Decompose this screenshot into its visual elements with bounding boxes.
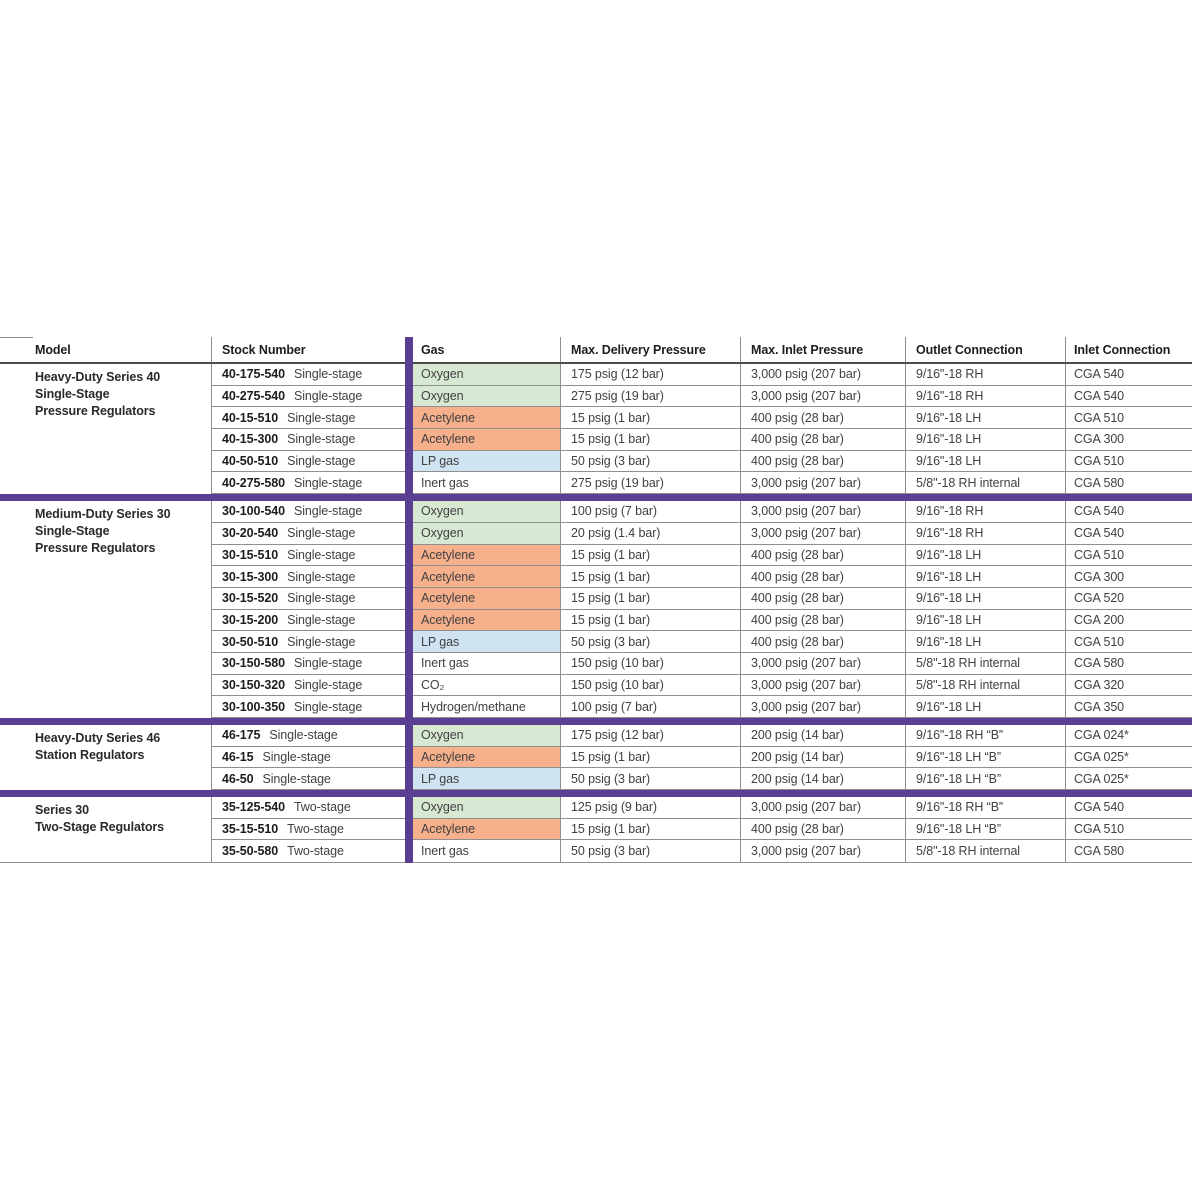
- table-row: [212, 797, 1192, 819]
- gas-cell: Acetylene: [413, 588, 560, 609]
- max-delivery-pressure-cell: 50 psig (3 bar): [560, 451, 740, 472]
- model-name-line: Pressure Regulators: [35, 404, 156, 418]
- max-inlet-pressure-cell: 3,000 psig (207 bar): [740, 364, 905, 385]
- gas-cell: Oxygen: [413, 725, 560, 746]
- gas-cell: Acetylene: [413, 429, 560, 450]
- gas-cell: Acetylene: [413, 407, 560, 428]
- gas-cell: Inert gas: [413, 840, 560, 862]
- gas-cell: Hydrogen/methane: [413, 696, 560, 717]
- stock-number: 46-50: [222, 771, 254, 786]
- gas-cell: Inert gas: [413, 653, 560, 674]
- stock-number: 40-15-510: [222, 410, 279, 425]
- gas-cell: Acetylene: [413, 545, 560, 566]
- stage-label: Single-stage: [287, 432, 356, 447]
- model-name-line: Heavy-Duty Series 40: [35, 370, 161, 384]
- max-delivery-pressure-cell: 175 psig (12 bar): [560, 364, 740, 385]
- outlet-connection-cell: 9/16"-18 RH “B”: [905, 725, 1065, 746]
- stage-label: Single-stage: [293, 504, 363, 519]
- table-row: [212, 631, 1192, 653]
- stock-number: 30-15-300: [222, 569, 279, 584]
- max-delivery-pressure-cell: 15 psig (1 bar): [560, 429, 740, 450]
- outlet-connection-cell: 9/16"-18 LH: [905, 545, 1065, 566]
- inlet-connection-cell: CGA 025*: [1065, 768, 1188, 789]
- table-row: [212, 407, 1192, 429]
- stock-cell: [212, 653, 405, 674]
- stage-label: Single-stage: [287, 454, 356, 469]
- max-inlet-pressure-cell: 200 psig (14 bar): [740, 725, 905, 746]
- max-delivery-pressure-cell: 50 psig (3 bar): [560, 631, 740, 652]
- stage-label: Single-stage: [287, 569, 356, 584]
- outlet-connection-cell: 9/16"-18 LH: [905, 588, 1065, 609]
- section-rows: [212, 725, 1192, 790]
- stock-cell: [212, 545, 405, 566]
- stock-cell: [212, 566, 405, 587]
- stage-label: Two-stage: [287, 844, 344, 859]
- stock-cell: [212, 725, 405, 746]
- max-delivery-pressure-cell: 125 psig (9 bar): [560, 797, 740, 818]
- stock-number: 46-15: [222, 750, 254, 765]
- max-delivery-pressure-cell: 15 psig (1 bar): [560, 545, 740, 566]
- outlet-connection-cell: 9/16"-18 RH: [905, 364, 1065, 385]
- max-delivery-pressure-cell: 275 psig (19 bar): [560, 386, 740, 407]
- inlet-connection-cell: CGA 300: [1065, 429, 1188, 450]
- max-inlet-pressure-cell: 3,000 psig (207 bar): [740, 840, 905, 862]
- stock-number: 40-50-510: [222, 454, 279, 469]
- stage-label: Single-stage: [293, 699, 363, 714]
- max-delivery-pressure-cell: 150 psig (10 bar): [560, 653, 740, 674]
- section-divider: [0, 790, 1192, 797]
- model-name-line: Pressure Regulators: [35, 541, 156, 556]
- max-inlet-pressure-cell: 400 psig (28 bar): [740, 819, 905, 840]
- table-section-3: [0, 797, 1192, 862]
- stock-cell: [212, 472, 405, 493]
- gas-cell: Acetylene: [413, 610, 560, 631]
- inlet-connection-cell: CGA 510: [1065, 819, 1188, 840]
- section-rows: [212, 364, 1192, 494]
- max-inlet-pressure-cell: 400 psig (28 bar): [740, 451, 905, 472]
- gas-cell: LP gas: [413, 631, 560, 652]
- stage-label: Single-stage: [287, 547, 356, 562]
- outlet-connection-cell: 5/8"-18 RH internal: [905, 840, 1065, 862]
- outlet-connection-cell: 9/16"-18 RH: [905, 523, 1065, 544]
- gas-cell: Acetylene: [413, 566, 560, 587]
- stage-label: Single-stage: [293, 389, 363, 404]
- gas-cell: Inert gas: [413, 472, 560, 493]
- max-delivery-pressure-cell: 50 psig (3 bar): [560, 840, 740, 862]
- max-inlet-pressure-cell: 3,000 psig (207 bar): [740, 472, 905, 493]
- section-divider: [0, 494, 1192, 501]
- inlet-connection-cell: CGA 580: [1065, 653, 1188, 674]
- max-inlet-pressure-cell: 400 psig (28 bar): [740, 588, 905, 609]
- stock-number: 30-15-200: [222, 612, 279, 627]
- stock-cell: [212, 675, 405, 696]
- max-delivery-pressure-cell: 175 psig (12 bar): [560, 725, 740, 746]
- stock-cell: [212, 386, 405, 407]
- inlet-connection-cell: CGA 520: [1065, 588, 1188, 609]
- inlet-connection-cell: CGA 540: [1065, 386, 1188, 407]
- table-bottom-edge: [0, 862, 1192, 863]
- max-delivery-pressure-cell: 275 psig (19 bar): [560, 472, 740, 493]
- column-header-inlet-connection: Inlet Connection: [1065, 337, 1188, 362]
- table-row: [212, 472, 1192, 494]
- section-rows: [212, 797, 1192, 862]
- stock-cell: [212, 523, 405, 544]
- table-row: [212, 588, 1192, 610]
- table-row: [212, 675, 1192, 697]
- max-inlet-pressure-cell: 400 psig (28 bar): [740, 566, 905, 587]
- model-cell: [0, 364, 212, 494]
- stock-cell: [212, 747, 405, 768]
- inlet-connection-cell: CGA 540: [1065, 364, 1188, 385]
- column-header-outlet-connection: Outlet Connection: [905, 337, 1065, 362]
- max-delivery-pressure-cell: 15 psig (1 bar): [560, 610, 740, 631]
- table-row: [212, 696, 1192, 718]
- stock-cell: [212, 588, 405, 609]
- outlet-connection-cell: 9/16"-18 LH “B”: [905, 819, 1065, 840]
- stock-cell: [212, 840, 405, 862]
- stock-cell: [212, 364, 405, 385]
- outlet-connection-cell: 5/8"-18 RH internal: [905, 472, 1065, 493]
- max-delivery-pressure-cell: 150 psig (10 bar): [560, 675, 740, 696]
- max-delivery-pressure-cell: 15 psig (1 bar): [560, 588, 740, 609]
- inlet-connection-cell: CGA 300: [1065, 566, 1188, 587]
- max-inlet-pressure-cell: 200 psig (14 bar): [740, 768, 905, 789]
- column-header-gas: Gas: [421, 342, 445, 357]
- outlet-connection-cell: 5/8"-18 RH internal: [905, 653, 1065, 674]
- stock-cell: [212, 501, 405, 522]
- inlet-connection-cell: CGA 350: [1065, 696, 1188, 717]
- model-name-line: Series 30: [35, 803, 90, 818]
- max-inlet-pressure-cell: 400 psig (28 bar): [740, 407, 905, 428]
- stage-label: Single-stage: [293, 475, 363, 490]
- gas-column-accent-bar: [405, 337, 413, 863]
- stage-label: Single-stage: [293, 677, 363, 692]
- stage-label: Single-stage: [269, 728, 338, 743]
- max-inlet-pressure-cell: 3,000 psig (207 bar): [740, 653, 905, 674]
- max-delivery-pressure-cell: 100 psig (7 bar): [560, 696, 740, 717]
- stage-label: Single-stage: [287, 410, 356, 425]
- inlet-connection-cell: CGA 025*: [1065, 747, 1188, 768]
- max-inlet-pressure-cell: 200 psig (14 bar): [740, 747, 905, 768]
- inlet-connection-cell: CGA 200: [1065, 610, 1188, 631]
- stock-number: 35-15-510: [222, 822, 279, 837]
- table-header-row: [0, 337, 1192, 364]
- max-delivery-pressure-cell: 15 psig (1 bar): [560, 819, 740, 840]
- stage-label: Single-stage: [287, 526, 356, 541]
- max-inlet-pressure-cell: 3,000 psig (207 bar): [740, 797, 905, 818]
- column-header-stock-number: Stock Number: [222, 342, 306, 357]
- gas-cell: Oxygen: [413, 364, 560, 385]
- section-divider: [0, 718, 1192, 725]
- stage-label: Two-stage: [293, 800, 351, 815]
- stock-cell: [212, 768, 405, 789]
- model-name-line: Single-Stage: [35, 524, 110, 539]
- table-section-0: [0, 364, 1192, 494]
- stage-label: Single-stage: [262, 771, 331, 786]
- max-inlet-pressure-cell: 3,000 psig (207 bar): [740, 523, 905, 544]
- stock-cell: [212, 407, 405, 428]
- stage-label: Single-stage: [293, 367, 363, 382]
- model-name-line: Heavy-Duty Series 46: [35, 731, 161, 745]
- inlet-connection-cell: CGA 540: [1065, 523, 1188, 544]
- stock-number: 30-15-510: [222, 547, 279, 562]
- outlet-connection-cell: 9/16"-18 LH: [905, 429, 1065, 450]
- stock-cell: [212, 451, 405, 472]
- inlet-connection-cell: CGA 510: [1065, 631, 1188, 652]
- max-delivery-pressure-cell: 50 psig (3 bar): [560, 768, 740, 789]
- outlet-connection-cell: 9/16"-18 LH: [905, 696, 1065, 717]
- max-inlet-pressure-cell: 3,000 psig (207 bar): [740, 386, 905, 407]
- stock-cell: [212, 631, 405, 652]
- stock-number: 30-15-520: [222, 591, 279, 606]
- outlet-connection-cell: 9/16"-18 RH: [905, 386, 1065, 407]
- gas-cell: Acetylene: [413, 747, 560, 768]
- column-header-max-delivery-pressure: Max. Delivery Pressure: [560, 337, 740, 362]
- gas-cell: Acetylene: [413, 819, 560, 840]
- outlet-connection-cell: 9/16"-18 LH: [905, 566, 1065, 587]
- stage-label: Single-stage: [293, 656, 363, 671]
- table-row: [212, 386, 1192, 408]
- stock-cell: [212, 819, 405, 840]
- stage-label: Single-stage: [262, 750, 331, 765]
- gas-cell: LP gas: [413, 451, 560, 472]
- outlet-connection-cell: 9/16"-18 RH “B”: [905, 797, 1065, 818]
- column-header-max-inlet-pressure: Max. Inlet Pressure: [740, 337, 905, 362]
- gas-cell: Oxygen: [413, 523, 560, 544]
- model-name-line: Medium-Duty Series 30: [35, 507, 171, 522]
- gas-cell: LP gas: [413, 768, 560, 789]
- regulator-spec-table: [0, 337, 1192, 863]
- table-row: [212, 725, 1192, 747]
- gas-cell: Oxygen: [413, 797, 560, 818]
- stock-number: 40-15-300: [222, 432, 279, 447]
- max-inlet-pressure-cell: 3,000 psig (207 bar): [740, 501, 905, 522]
- stage-label: Two-stage: [287, 822, 344, 837]
- stock-number: 30-150-320: [222, 677, 285, 692]
- stock-number: 30-100-350: [222, 699, 285, 714]
- table-body: [0, 364, 1192, 862]
- table-row: [212, 840, 1192, 862]
- stock-number: 40-275-540: [222, 389, 285, 404]
- table-row: [212, 566, 1192, 588]
- outlet-connection-cell: 9/16"-18 LH “B”: [905, 747, 1065, 768]
- max-delivery-pressure-cell: 15 psig (1 bar): [560, 407, 740, 428]
- outlet-connection-cell: 9/16"-18 LH: [905, 610, 1065, 631]
- column-header-model: Model: [0, 337, 212, 362]
- inlet-connection-cell: CGA 510: [1065, 545, 1188, 566]
- model-name-line: Two-Stage Regulators: [35, 820, 165, 835]
- stage-label: Single-stage: [287, 634, 356, 649]
- stock-cell: [212, 696, 405, 717]
- inlet-connection-cell: CGA 510: [1065, 407, 1188, 428]
- inlet-connection-cell: CGA 540: [1065, 501, 1188, 522]
- outlet-connection-cell: 9/16"-18 LH: [905, 407, 1065, 428]
- inlet-connection-cell: CGA 580: [1065, 472, 1188, 493]
- max-delivery-pressure-cell: 20 psig (1.4 bar): [560, 523, 740, 544]
- gas-cell: Oxygen: [413, 386, 560, 407]
- inlet-connection-cell: CGA 510: [1065, 451, 1188, 472]
- model-cell: [0, 725, 212, 790]
- model-cell: [0, 501, 212, 718]
- stock-number: 35-125-540: [222, 800, 285, 815]
- max-inlet-pressure-cell: 400 psig (28 bar): [740, 631, 905, 652]
- outlet-connection-cell: 9/16"-18 LH: [905, 631, 1065, 652]
- outlet-connection-cell: 9/16"-18 LH “B”: [905, 768, 1065, 789]
- outlet-connection-cell: 9/16"-18 RH: [905, 501, 1065, 522]
- table-row: [212, 768, 1192, 790]
- inlet-connection-cell: CGA 540: [1065, 797, 1188, 818]
- stock-cell: [212, 797, 405, 818]
- model-name-line: Single-Stage: [35, 387, 110, 401]
- outlet-connection-cell: 9/16"-18 LH: [905, 451, 1065, 472]
- stock-cell: [212, 429, 405, 450]
- model-name-line: Station Regulators: [35, 748, 145, 762]
- model-cell: [0, 797, 212, 862]
- max-inlet-pressure-cell: 400 psig (28 bar): [740, 545, 905, 566]
- table-row: [212, 747, 1192, 769]
- table-row: [212, 364, 1192, 386]
- max-delivery-pressure-cell: 15 psig (1 bar): [560, 566, 740, 587]
- stock-number: 35-50-580: [222, 844, 279, 859]
- table-row: [212, 429, 1192, 451]
- stage-label: Single-stage: [287, 612, 356, 627]
- section-rows: [212, 501, 1192, 718]
- table-row: [212, 653, 1192, 675]
- inlet-connection-cell: CGA 024*: [1065, 725, 1188, 746]
- table-row: [212, 451, 1192, 473]
- max-delivery-pressure-cell: 15 psig (1 bar): [560, 747, 740, 768]
- max-inlet-pressure-cell: 400 psig (28 bar): [740, 610, 905, 631]
- gas-cell: Oxygen: [413, 501, 560, 522]
- table-row: [212, 819, 1192, 841]
- stock-number: 40-175-540: [222, 367, 285, 382]
- outlet-connection-cell: 5/8"-18 RH internal: [905, 675, 1065, 696]
- table-top-edge-segment: [0, 337, 33, 338]
- table-row: [212, 523, 1192, 545]
- max-inlet-pressure-cell: 3,000 psig (207 bar): [740, 696, 905, 717]
- table-row: [212, 610, 1192, 632]
- table-row: [212, 545, 1192, 567]
- stock-number: 46-175: [222, 728, 261, 743]
- max-inlet-pressure-cell: 400 psig (28 bar): [740, 429, 905, 450]
- stock-cell: [212, 610, 405, 631]
- max-delivery-pressure-cell: 100 psig (7 bar): [560, 501, 740, 522]
- inlet-connection-cell: CGA 320: [1065, 675, 1188, 696]
- gas-cell: CO₂: [413, 675, 560, 696]
- inlet-connection-cell: CGA 580: [1065, 840, 1188, 862]
- table-row: [212, 501, 1192, 523]
- stock-number: 40-275-580: [222, 475, 285, 490]
- stock-number: 30-100-540: [222, 504, 285, 519]
- max-inlet-pressure-cell: 3,000 psig (207 bar): [740, 675, 905, 696]
- table-section-2: [0, 725, 1192, 790]
- stage-label: Single-stage: [287, 591, 356, 606]
- stock-number: 30-20-540: [222, 526, 279, 541]
- stock-number: 30-150-580: [222, 656, 285, 671]
- stock-number: 30-50-510: [222, 634, 279, 649]
- table-section-1: [0, 501, 1192, 718]
